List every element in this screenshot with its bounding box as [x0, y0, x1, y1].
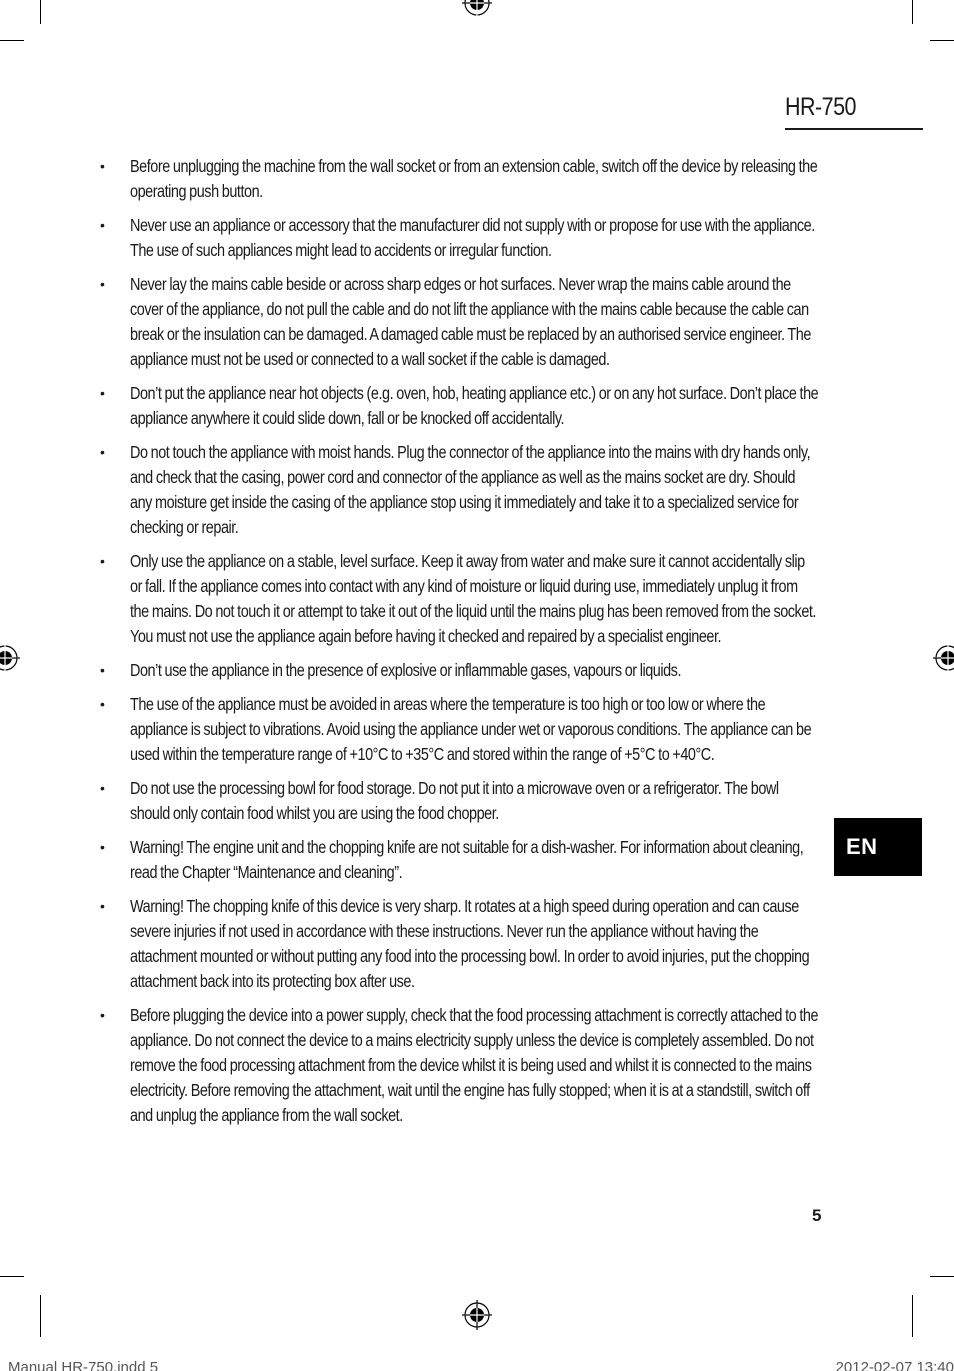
bullet-icon: •: [100, 839, 105, 855]
bullet-icon: •: [100, 385, 105, 401]
slug-timestamp: 2012-02-07 13:40: [835, 1359, 954, 1371]
list-item-text: Don’t use the appliance in the presence of explosive or inflammable gases, vapours or liquids.: [130, 660, 682, 680]
bullet-icon: •: [100, 696, 105, 712]
bullet-icon: •: [100, 217, 105, 233]
slug-filename: Manual HR-750.indd 5: [8, 1359, 159, 1371]
list-item-text: Before unplugging the machine from the wall socket or from an extension cable, switch off the device by releasing the operating push button.: [130, 156, 818, 201]
bullet-icon: •: [100, 1007, 105, 1023]
page-number: 5: [812, 1206, 822, 1225]
list-item-text: The use of the appliance must be avoided in areas where the temperature is too high or too low or where the appliance is subject to vibrations. Avoid using the appliance under wet or vaporous conditions. The appliance can be used within the temperature range of +10°C to +35°C and stored within the range of +5°C to +40°C.: [130, 694, 812, 764]
language-tab: EN: [834, 818, 922, 876]
list-item: [98, 154, 828, 204]
registration-mark-icon: [0, 643, 20, 673]
crop-mark-bottom-right-h: [930, 1276, 954, 1277]
list-item: [98, 658, 828, 683]
bullet-icon: •: [100, 276, 105, 292]
model-number: HR-750: [785, 93, 856, 121]
list-item-text: Before plugging the device into a power supply, check that the food processing attachment is correctly attached to the appliance. Do not connect the device to a mains electricity supply unless the device is completely assembled. Do not remove the food processing attachment from the device whilst it is being used and whilst it is connected to the mains electricity. Before removing the attachment, wait until the engine has fully stopped; when it is at a standstill, switch off and unplug the appliance from the wall socket.: [130, 1005, 819, 1125]
registration-mark-icon: [933, 643, 954, 673]
registration-mark-icon: [462, 0, 492, 18]
list-item-text: Only use the appliance on a stable, level surface. Keep it away from water and make sure it cannot accidentally slip or fall. If the appliance comes into contact with any kind of moisture or liquid during use, immediately unplug it from the mains. Do not touch it or attempt to take it out of the liquid until the mains plug has been removed from the socket. You must not use the appliance again before having it checked and repaired by a specialist engineer.: [130, 551, 816, 646]
list-item-text: Warning! The engine unit and the chopping knife are not suitable for a dish-washer. For information about cleaning, read the Chapter “Maintenance and cleaning”.: [130, 837, 804, 882]
safety-instructions-list: [98, 154, 828, 1137]
bullet-icon: •: [100, 662, 105, 678]
list-item-text: Never use an appliance or accessory that the manufacturer did not supply with or propose for use with the appliance. The use of such appliances might lead to accidents or irregular function.: [130, 215, 815, 260]
list-item-text: Never lay the mains cable beside or across sharp edges or hot surfaces. Never wrap the mains cable around the cover of the appliance, do not pull the cable and do not lift the appliance with the mains cable because the cable can break or the insulation can be damaged. A damaged cable must be replaced by an authorised service engineer. The appliance must not be used or connected to a wall socket if the cable is damaged.: [130, 274, 811, 369]
crop-mark-top-right-v: [912, 0, 913, 24]
print-slug: [8, 1359, 954, 1371]
crop-mark-top-right-h: [930, 40, 954, 41]
list-item: [98, 381, 828, 431]
list-item: [98, 440, 828, 540]
bullet-icon: •: [100, 553, 105, 569]
list-item-text: Warning! The chopping knife of this device is very sharp. It rotates at a high speed during operation and can cause severe injuries if not used in accordance with these instructions. Never run the appliance without having the attachment mounted or without putting any food into the processing bowl. In order to avoid injuries, put the chopping attachment back into its protecting box after use.: [130, 896, 810, 991]
list-item: [98, 692, 828, 767]
list-item: [98, 1003, 828, 1128]
registration-mark-icon: [462, 1300, 492, 1330]
list-item: [98, 835, 828, 885]
crop-mark-bottom-left-h: [0, 1276, 24, 1277]
bullet-icon: •: [100, 444, 105, 460]
bullet-icon: •: [100, 898, 105, 914]
list-item-text: Do not use the processing bowl for food storage. Do not put it into a microwave oven or a refrigerator. The bowl should only contain food whilst you are using the food chopper.: [130, 778, 779, 823]
list-item: [98, 776, 828, 826]
bullet-icon: •: [100, 780, 105, 796]
list-item: [98, 894, 828, 994]
crop-mark-top-left-h: [0, 40, 24, 41]
bullet-icon: •: [100, 158, 105, 174]
list-item-text: Don’t put the appliance near hot objects (e.g. oven, hob, heating appliance etc.) or on any hot surface. Don’t place the appliance anywhere it could slide down, fall or be knocked off accidentally.: [130, 383, 819, 428]
list-item: [98, 272, 828, 372]
crop-mark-bottom-left-v: [40, 1295, 41, 1337]
list-item: [98, 213, 828, 263]
list-item-text: Do not touch the appliance with moist hands. Plug the connector of the appliance into the mains with dry hands only, and check that the casing, power cord and connector of the appliance as well as the mains socket are dry. Should any moisture get inside the casing of the appliance stop using it immediately and take it to a specialized service for checking or repair.: [130, 442, 811, 537]
header-rule: [785, 128, 923, 130]
crop-mark-top-left-v: [40, 0, 41, 24]
crop-mark-bottom-right-v: [912, 1295, 913, 1337]
list-item: [98, 549, 828, 649]
